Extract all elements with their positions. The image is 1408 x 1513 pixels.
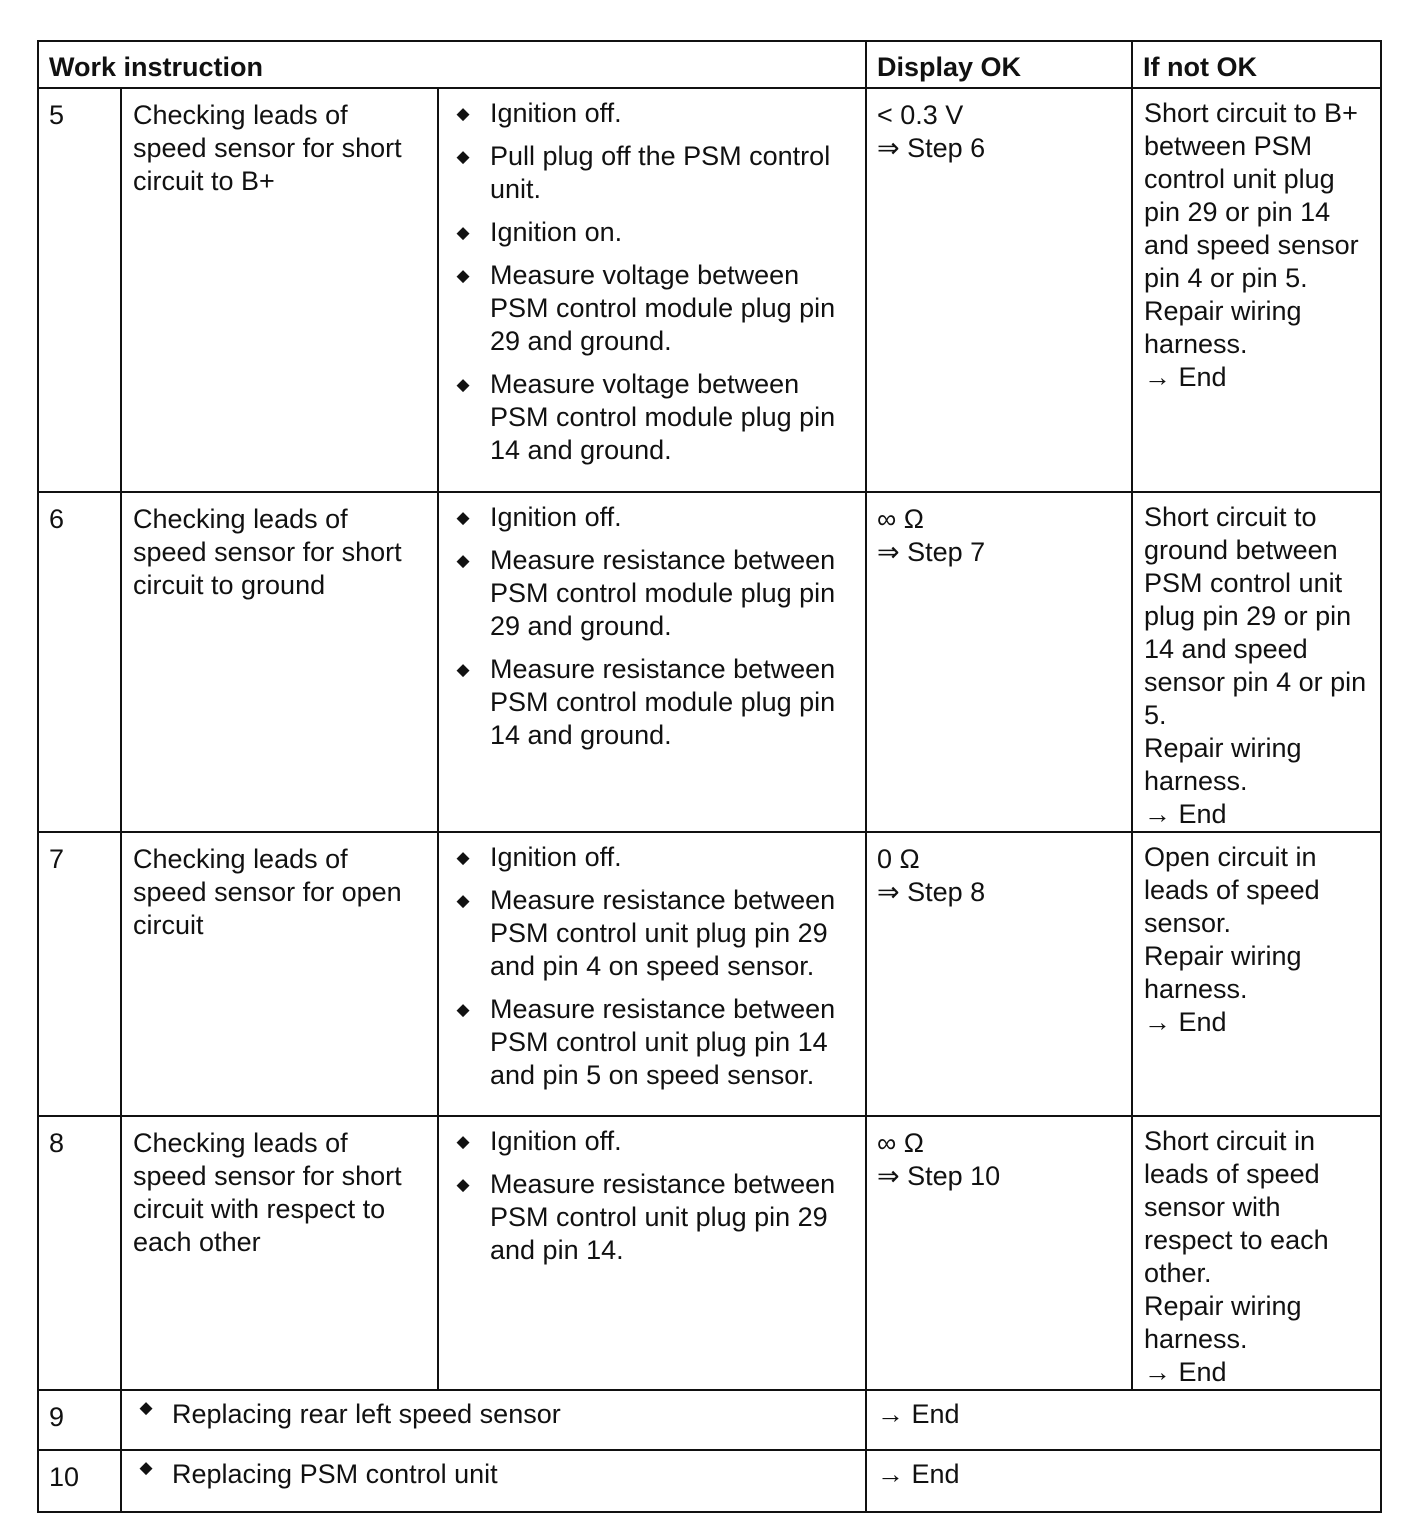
repair-action: Repair wiring harness.: [1144, 1291, 1302, 1354]
display-ok-value: [866, 1116, 1132, 1390]
diamond-bullet-icon: ◆: [456, 1132, 470, 1151]
list-item-text: Ignition off.: [490, 502, 622, 532]
next-step: ⇒ Step 6: [877, 133, 986, 163]
step-number: 6: [38, 492, 121, 832]
list-item: [453, 368, 855, 467]
step-actions: [438, 832, 866, 1116]
diamond-bullet-icon: ◆: [456, 551, 470, 570]
diamond-bullet-icon: ◆: [456, 660, 470, 679]
list-item: [453, 1125, 855, 1158]
diamond-bullet-icon: ◆: [456, 104, 470, 123]
list-item: [453, 501, 855, 534]
list-item-text: Measure resistance between PSM control module plug pin 29 and ground.: [490, 545, 836, 641]
header-display-ok: Display OK: [866, 41, 1132, 88]
display-ok-value: [866, 88, 1132, 492]
list-item-text: Ignition off.: [490, 98, 622, 128]
diamond-bullet-icon: ◆: [456, 848, 470, 867]
step-number: 7: [38, 832, 121, 1116]
result-end: → End: [866, 1450, 1381, 1512]
display-ok-value: [866, 492, 1132, 832]
step-actions: [438, 492, 866, 832]
table-header-row: [38, 41, 1381, 88]
list-item-text: Ignition off.: [490, 842, 622, 872]
display-reading: ∞ Ω: [877, 504, 924, 534]
list-item: [453, 653, 855, 752]
result-end: → End: [866, 1390, 1381, 1450]
list-item-text: Measure voltage between PSM control module plug pin 29 and ground.: [490, 260, 836, 356]
step-number: 10: [38, 1450, 121, 1512]
step-number: 9: [38, 1390, 121, 1450]
display-reading: < 0.3 V: [877, 100, 964, 130]
display-reading: ∞ Ω: [877, 1128, 924, 1158]
step-description: Checking leads of speed sensor for short circuit to ground: [121, 492, 438, 832]
if-not-ok-value: [1132, 1116, 1381, 1390]
if-not-ok-value: [1132, 832, 1381, 1116]
table-row: [38, 1390, 1381, 1450]
list-item-text: Replacing rear left speed sensor: [172, 1399, 561, 1429]
step-description: Checking leads of speed sensor for open circuit: [121, 832, 438, 1116]
next-step: ⇒ Step 10: [877, 1161, 1001, 1191]
diamond-bullet-icon: ◆: [456, 1175, 470, 1194]
if-not-ok-value: [1132, 88, 1381, 492]
list-item: [453, 1168, 855, 1267]
display-ok-value: [866, 832, 1132, 1116]
list-item-text: Ignition on.: [490, 217, 623, 247]
list-item: [453, 216, 855, 249]
diamond-bullet-icon: ◆: [456, 508, 470, 527]
header-work-instruction: Work instruction: [38, 41, 866, 88]
diamond-bullet-icon: ◆: [139, 1398, 153, 1417]
step-description: Checking leads of speed sensor for short circuit with respect to each other: [121, 1116, 438, 1390]
list-item-text: Measure resistance between PSM control unit plug pin 29 and pin 14.: [490, 1169, 836, 1265]
step-action: [121, 1450, 866, 1512]
list-item-text: Ignition off.: [490, 1126, 622, 1156]
step-actions: [438, 1116, 866, 1390]
list-item: [453, 884, 855, 983]
diamond-bullet-icon: ◆: [456, 266, 470, 285]
list-item-text: Measure resistance between PSM control module plug pin 14 and ground.: [490, 654, 836, 750]
list-item-text: Measure voltage between PSM control module plug pin 14 and ground.: [490, 369, 836, 465]
list-item-text: Measure resistance between PSM control unit plug pin 14 and pin 5 on speed sensor.: [490, 994, 836, 1090]
step-number: 8: [38, 1116, 121, 1390]
fault-description: Short circuit to B+ between PSM control unit plug pin 29 or pin 14 and speed sensor pin 4 or pin 5.: [1144, 98, 1359, 293]
if-not-ok-value: [1132, 492, 1381, 832]
list-item-text: Measure resistance between PSM control unit plug pin 29 and pin 4 on speed sensor.: [490, 885, 836, 981]
list-item-text: Pull plug off the PSM control unit.: [490, 141, 831, 204]
header-if-not-ok: If not OK: [1132, 41, 1381, 88]
table-row: [38, 1450, 1381, 1512]
diamond-bullet-icon: ◆: [456, 1000, 470, 1019]
list-item: [453, 544, 855, 643]
step-number: 5: [38, 88, 121, 492]
list-item: [453, 97, 855, 130]
table-row: [38, 1116, 1381, 1390]
fault-description: Short circuit in leads of speed sensor with respect to each other.: [1144, 1126, 1329, 1288]
diamond-bullet-icon: ◆: [456, 891, 470, 910]
work-instruction-table: [37, 40, 1382, 1513]
repair-action: Repair wiring harness.: [1144, 296, 1302, 359]
diamond-bullet-icon: ◆: [139, 1458, 153, 1477]
list-item-text: Replacing PSM control unit: [172, 1459, 498, 1489]
diamond-bullet-icon: ◆: [456, 223, 470, 242]
end-marker: → End: [1144, 1007, 1227, 1037]
diamond-bullet-icon: ◆: [456, 375, 470, 394]
end-marker: → End: [1144, 1357, 1227, 1387]
list-item: [453, 841, 855, 874]
step-description: Checking leads of speed sensor for short circuit to B+: [121, 88, 438, 492]
list-item: [453, 140, 855, 206]
repair-action: Repair wiring harness.: [1144, 941, 1302, 1004]
step-action: [121, 1390, 866, 1450]
end-marker: → End: [1144, 362, 1227, 392]
table-row: [38, 88, 1381, 492]
list-item: [453, 259, 855, 358]
table-row: [38, 492, 1381, 832]
end-marker: → End: [1144, 799, 1227, 829]
diamond-bullet-icon: ◆: [456, 147, 470, 166]
list-item: [453, 993, 855, 1092]
table-row: [38, 832, 1381, 1116]
display-reading: 0 Ω: [877, 844, 920, 874]
next-step: ⇒ Step 8: [877, 877, 986, 907]
fault-description: Short circuit to ground between PSM control unit plug pin 29 or pin 14 and speed sensor pin 4 or pin 5.: [1144, 502, 1367, 730]
fault-description: Open circuit in leads of speed sensor.: [1144, 842, 1320, 938]
next-step: ⇒ Step 7: [877, 537, 986, 567]
step-actions: [438, 88, 866, 492]
repair-action: Repair wiring harness.: [1144, 733, 1302, 796]
